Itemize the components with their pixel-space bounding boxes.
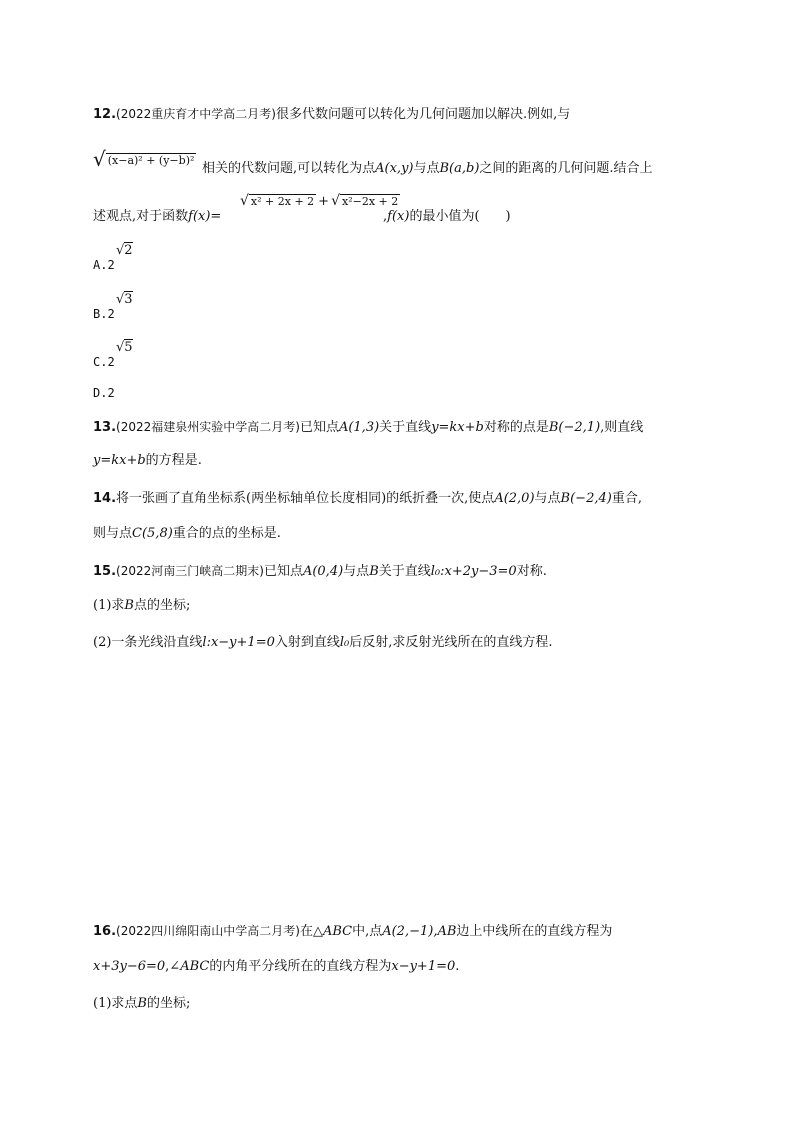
q14-line2 xyxy=(93,525,281,543)
q15-line1 xyxy=(93,562,547,581)
q12-line2-b: 与点 xyxy=(413,161,440,176)
q12-sqrt-expression xyxy=(106,153,197,168)
sqrt-sign: √ xyxy=(116,243,125,258)
q16-text-a: 在△ xyxy=(299,924,323,939)
q16-ab: AB xyxy=(437,924,457,939)
q15-number: 15. xyxy=(93,564,117,579)
q13-text-a: 已知点 xyxy=(299,420,339,435)
q15-point-b: B xyxy=(369,564,379,579)
sqrt-sign: √ xyxy=(331,193,340,209)
q15-line0: l₀:x+2y−3=0 xyxy=(430,564,517,579)
q13-text-b: 关于直线 xyxy=(379,420,432,435)
q14-text-d: 则与点 xyxy=(93,526,133,541)
q12-rad2: x²−2x + 2 xyxy=(341,195,399,208)
option-b-label: B.2 xyxy=(93,307,115,321)
sqrt-sign: √ xyxy=(240,193,249,209)
q13-line: y=kx+b xyxy=(431,420,484,435)
q12-line3-end xyxy=(383,208,511,226)
q12-rad1: x² + 2x + 2 xyxy=(250,195,315,208)
q12-fx2: f(x) xyxy=(387,209,410,224)
q12-line3-b: , xyxy=(383,209,388,224)
q14-text-b: 与点 xyxy=(534,491,561,506)
q14-text-e: 重合的点的坐标是 xyxy=(172,526,277,541)
q12-line2 xyxy=(93,147,196,171)
q15-part2-b: 入射到直线 xyxy=(274,635,340,650)
q14-text-a: 将一张画了直角坐标系(两坐标轴单位长度相同)的纸折叠一次,使点 xyxy=(116,491,495,506)
q12-option-a-root xyxy=(116,242,133,260)
q12-plus: + xyxy=(318,194,330,209)
q16-text-d: ,∠ xyxy=(165,959,181,974)
q13-point-a: A(1,3) xyxy=(338,420,380,435)
q13-line2-eq: y=kx+b xyxy=(93,453,146,468)
q12-line3 xyxy=(93,208,221,226)
q15-l0: l₀ xyxy=(339,635,350,650)
option-c-label: C.2 xyxy=(93,355,115,369)
q12-line2-c: 之间的距离的几何问题.结合上 xyxy=(479,161,653,176)
q12-source: (2022重庆育才中学高二月考) xyxy=(116,107,276,121)
q12-option-b[interactable] xyxy=(93,305,115,323)
option-d-label: D.2 xyxy=(93,386,115,400)
q12-option-d[interactable] xyxy=(93,384,115,402)
q13-text-d: ,则直线 xyxy=(600,420,644,435)
q15-text-b: 与点 xyxy=(343,564,370,579)
q16-text-c: 边上中线所在的直线方程为 xyxy=(456,924,613,939)
q15-part1-c: 点的坐标; xyxy=(133,598,191,613)
q15-source: (2022河南三门峡高二期末) xyxy=(116,564,264,578)
q16-line2 xyxy=(93,958,459,976)
q14-text-f: . xyxy=(276,526,281,541)
q13-text-f: . xyxy=(197,453,202,468)
q13-source: (2022福建泉州实验中学高二月考) xyxy=(116,420,300,434)
q14-point-c: C(5,8) xyxy=(132,526,173,541)
q12-point-a: A(x,y) xyxy=(375,161,414,176)
q15-part2-c: 后反射,求反射光线所在的直线方程. xyxy=(349,635,553,650)
q12-line2-a: 相关的代数问题,可以转化为点 xyxy=(202,161,376,176)
q16-source: (2022四川绵阳南山中学高二月考) xyxy=(116,924,300,938)
q12-point-b: B(a,b) xyxy=(439,161,480,176)
sqrt-sign: √ xyxy=(93,147,106,171)
q16-text-f: . xyxy=(455,959,460,974)
q14-line1 xyxy=(93,490,642,508)
q16-part1 xyxy=(93,995,190,1013)
q12-radicand: (x−a)² + (y−b)² xyxy=(107,154,195,167)
q12-line3-a: 述观点,对于函数 xyxy=(93,209,189,224)
q14-number: 14. xyxy=(93,491,117,506)
q15-part1 xyxy=(93,597,190,615)
q12-option-b-root xyxy=(116,291,133,309)
q15-part2 xyxy=(93,634,553,652)
q16-part1-a: (1)求点 xyxy=(93,996,138,1011)
q15-part1-b: B xyxy=(124,598,134,613)
q14-text-c: 重合, xyxy=(611,491,642,506)
q15-part1-a: (1)求 xyxy=(93,598,125,613)
q16-text-b: 中,点 xyxy=(352,924,383,939)
q15-text-c: 关于直线 xyxy=(378,564,431,579)
q16-line1 xyxy=(93,922,612,941)
option-a-label: A.2 xyxy=(93,258,115,272)
q12-fx: f(x)= xyxy=(188,209,222,224)
q16-bisector: x−y+1=0 xyxy=(391,959,456,974)
q16-abc: ABC xyxy=(322,924,353,939)
q12-line2-text xyxy=(202,160,653,178)
q13-line2 xyxy=(93,452,202,470)
q13-text-e: 的方程是 xyxy=(145,453,198,468)
q14-point-b: B(−2,4) xyxy=(560,491,612,506)
q16-text-e: 的内角平分线所在的直线方程为 xyxy=(209,959,392,974)
q15-part2-a: (2)一条光线沿直线 xyxy=(93,635,203,650)
q12-line1 xyxy=(93,105,570,124)
sqrt-sign: √ xyxy=(116,340,125,355)
q12-option-c-root xyxy=(116,339,133,357)
sqrt-sign: √ xyxy=(116,292,125,307)
q15-line-l: l:x−y+1=0 xyxy=(202,635,275,650)
q16-number: 16. xyxy=(93,924,117,939)
q12-option-a[interactable] xyxy=(93,256,115,274)
q12-text: 很多代数问题可以转化为几何问题加以解决.例如,与 xyxy=(275,107,571,122)
q13-text-c: 对称的点是 xyxy=(483,420,549,435)
q15-text-d: 对称. xyxy=(516,564,547,579)
option-b-radicand: 3 xyxy=(124,292,133,307)
q12-function-roots xyxy=(240,192,400,211)
q16-point-a: A(2,−1), xyxy=(382,924,438,939)
q15-text-a: 已知点 xyxy=(263,564,303,579)
q14-point-a: A(2,0) xyxy=(494,491,535,506)
q13-line1 xyxy=(93,418,643,437)
q12-root1 xyxy=(249,194,316,209)
q16-part1-b: B xyxy=(137,996,147,1011)
q16-median: x+3y−6=0 xyxy=(93,959,166,974)
q12-root2 xyxy=(340,194,400,209)
q15-point-a: A(0,4) xyxy=(302,564,344,579)
q12-number: 12. xyxy=(93,107,117,122)
q13-point-b: B(−2,1) xyxy=(548,420,601,435)
option-a-radicand: 2 xyxy=(124,243,133,258)
q12-line3-c: 的最小值为( ) xyxy=(409,209,511,224)
q13-number: 13. xyxy=(93,420,117,435)
option-c-radicand: 5 xyxy=(124,340,133,355)
q16-part1-c: 的坐标; xyxy=(146,996,191,1011)
q12-option-c[interactable] xyxy=(93,353,115,371)
q16-abc2: ABC xyxy=(180,959,210,974)
